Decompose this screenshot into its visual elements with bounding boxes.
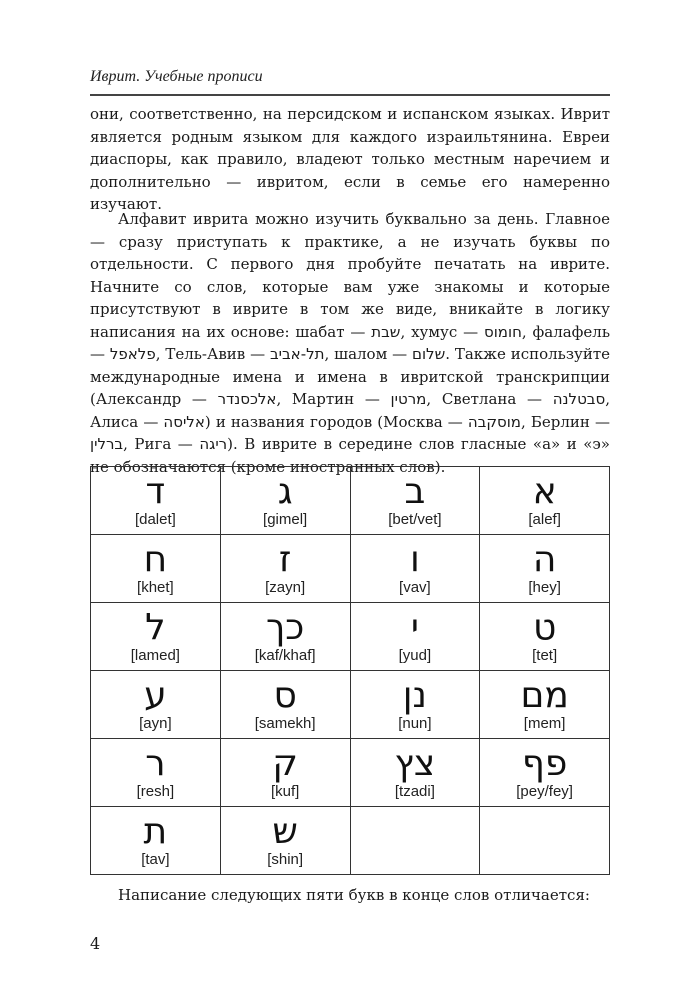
letter-cell-hey	[480, 535, 610, 603]
letter-glyph: ב	[404, 470, 426, 512]
letter-name: [tet]	[532, 646, 558, 664]
letter-cell-khet	[91, 535, 221, 603]
letter-name: [vav]	[399, 578, 431, 596]
paragraph-1-text: они, соответственно, на персидском и испанском языках. Иврит является родным языком для каждого израильтянина. Евреи диаспоры, как правило, владеют только местным наречием и дополнительно — ивритом, если в семье его намеренно изучают.	[90, 105, 610, 213]
hebrew-word-moscow: מוסקבה	[467, 412, 521, 431]
p2-text-5: , шалом —	[324, 345, 408, 363]
letter-cell-mem	[480, 671, 610, 739]
hebrew-word-riga: ריגה	[199, 435, 228, 453]
p2-text-13: ). В иврите в середине слов гласные «а» и «э» не обозначаются (кроме иностранных слов).	[90, 435, 610, 476]
letter-glyph: ו	[409, 538, 420, 580]
letter-glyph: ל	[145, 606, 166, 648]
letter-name: [yud]	[398, 646, 432, 664]
letter-cell-gimel	[220, 467, 350, 535]
letter-cell-yud	[350, 603, 480, 671]
p2-text-9: , Алиса —	[90, 390, 610, 431]
p2-text-11: , Берлин —	[521, 412, 610, 431]
paragraph-2	[90, 208, 610, 478]
letter-cell-kaf	[220, 603, 350, 671]
letter-cell-vav	[350, 535, 480, 603]
letter-name: [kaf/khaf]	[254, 646, 316, 664]
running-header: Иврит. Учебные прописи	[90, 68, 263, 85]
letter-glyph: ע	[144, 674, 167, 716]
p2-text-3: , фалафель —	[90, 322, 610, 363]
letter-name: [hey]	[528, 578, 561, 596]
letter-cell-bet	[350, 467, 480, 535]
p2-text-4: , Тель-Авив —	[155, 345, 266, 363]
hebrew-word-shabbat: שבת	[371, 322, 401, 341]
p2-text-6: . Также используйте международные имена и имена в ивритской транскрипции (Александр —	[90, 345, 610, 408]
hebrew-word-falafel: פלאפל	[109, 345, 156, 363]
letter-name: [dalet]	[134, 510, 176, 528]
letter-glyph: צץ	[394, 742, 436, 784]
letter-glyph: נן	[402, 674, 427, 716]
letter-cell-samekh	[220, 671, 350, 739]
alphabet-row	[91, 603, 610, 671]
empty-cell	[480, 807, 610, 875]
letter-glyph: ק	[272, 742, 298, 784]
header-divider	[90, 94, 610, 96]
letter-cell-ayn	[91, 671, 221, 739]
letter-glyph: ט	[532, 606, 557, 648]
hebrew-word-martin: מרטין	[390, 390, 427, 408]
letter-name: [shin]	[267, 850, 304, 868]
letter-name: [nun]	[398, 714, 432, 732]
letter-name: [khet]	[137, 578, 174, 596]
hebrew-word-svetlana: סבטלנה	[552, 390, 606, 408]
empty-cell	[350, 807, 480, 875]
letter-glyph: ש	[272, 810, 298, 852]
p2-text-1: Алфавит иврита можно изучить буквально за день. Главное — сразу приступать к практике, а не изучать буквы по отдельности. С первого дня пробуйте печатать на иврите. Начните со слов, которые вам уже знакомы и которые присутствуют в иврите в том же виде, вникайте в логику написания на их основе: шабат —	[90, 210, 610, 341]
letter-cell-pey	[480, 739, 610, 807]
letter-cell-resh	[91, 739, 221, 807]
alphabet-row	[91, 535, 610, 603]
p2-text-10: ) и названия городов (Москва —	[204, 412, 463, 431]
letter-name: [zayn]	[265, 578, 306, 596]
letter-cell-zayn	[220, 535, 350, 603]
letter-glyph: א	[532, 470, 557, 512]
hebrew-word-alexander: אלכסנדר	[217, 390, 277, 408]
letter-name: [resh]	[136, 782, 175, 800]
p2-text-8: , Светлана —	[426, 390, 543, 408]
letter-glyph: ד	[145, 470, 166, 512]
letter-cell-tav	[91, 807, 221, 875]
p2-text-12: , Рига —	[123, 435, 193, 453]
letter-name: [tzadi]	[394, 782, 435, 800]
letter-glyph: ס	[273, 674, 297, 716]
letter-name: [tav]	[141, 850, 170, 868]
letter-glyph: ר	[145, 742, 166, 784]
paragraph-1	[90, 103, 610, 216]
caption-final-letters: Написание следующих пяти букв в конце слов отличается:	[118, 886, 590, 904]
letter-glyph: י	[410, 606, 419, 648]
page-number: 4	[90, 934, 101, 953]
letter-cell-tet	[480, 603, 610, 671]
p2-text-2: , хумус —	[400, 322, 479, 341]
hebrew-word-hummus: חומוס	[483, 322, 522, 341]
hebrew-alphabet-table	[90, 466, 610, 875]
hebrew-word-berlin: ברלין	[90, 435, 124, 453]
letter-glyph: כך	[265, 606, 305, 648]
hebrew-word-tel-aviv: תל-אביב	[269, 345, 325, 363]
hebrew-word-shalom: שלום	[412, 345, 446, 363]
letter-cell-lamed	[91, 603, 221, 671]
letter-glyph: ז	[278, 538, 292, 580]
letter-cell-shin	[220, 807, 350, 875]
letter-glyph: ח	[143, 538, 168, 580]
p2-text-7: , Мартин —	[276, 390, 380, 408]
letter-name: [gimel]	[263, 510, 308, 528]
alphabet-row	[91, 739, 610, 807]
letter-cell-nun	[350, 671, 480, 739]
letter-glyph: ג	[277, 470, 293, 512]
letter-cell-tzadi	[350, 739, 480, 807]
alphabet-row	[91, 807, 610, 875]
letter-cell-dalet	[91, 467, 221, 535]
letter-name: [lamed]	[130, 646, 180, 664]
letter-cell-alef	[480, 467, 610, 535]
alphabet-row	[91, 671, 610, 739]
letter-cell-kuf	[220, 739, 350, 807]
letter-name: [mem]	[523, 714, 566, 732]
letter-glyph: ת	[143, 810, 168, 852]
letter-glyph: פף	[521, 742, 568, 784]
hebrew-word-alisa: אליסה	[163, 412, 205, 431]
letter-name: [bet/vet]	[388, 510, 442, 528]
letter-name: [samekh]	[254, 714, 316, 732]
alphabet-row	[91, 467, 610, 535]
letter-name: [ayn]	[139, 714, 172, 732]
letter-name: [alef]	[528, 510, 561, 528]
letter-name: [kuf]	[270, 782, 300, 800]
letter-glyph: ה	[532, 538, 557, 580]
letter-glyph: מם	[520, 674, 569, 716]
letter-name: [pey/fey]	[516, 782, 573, 800]
